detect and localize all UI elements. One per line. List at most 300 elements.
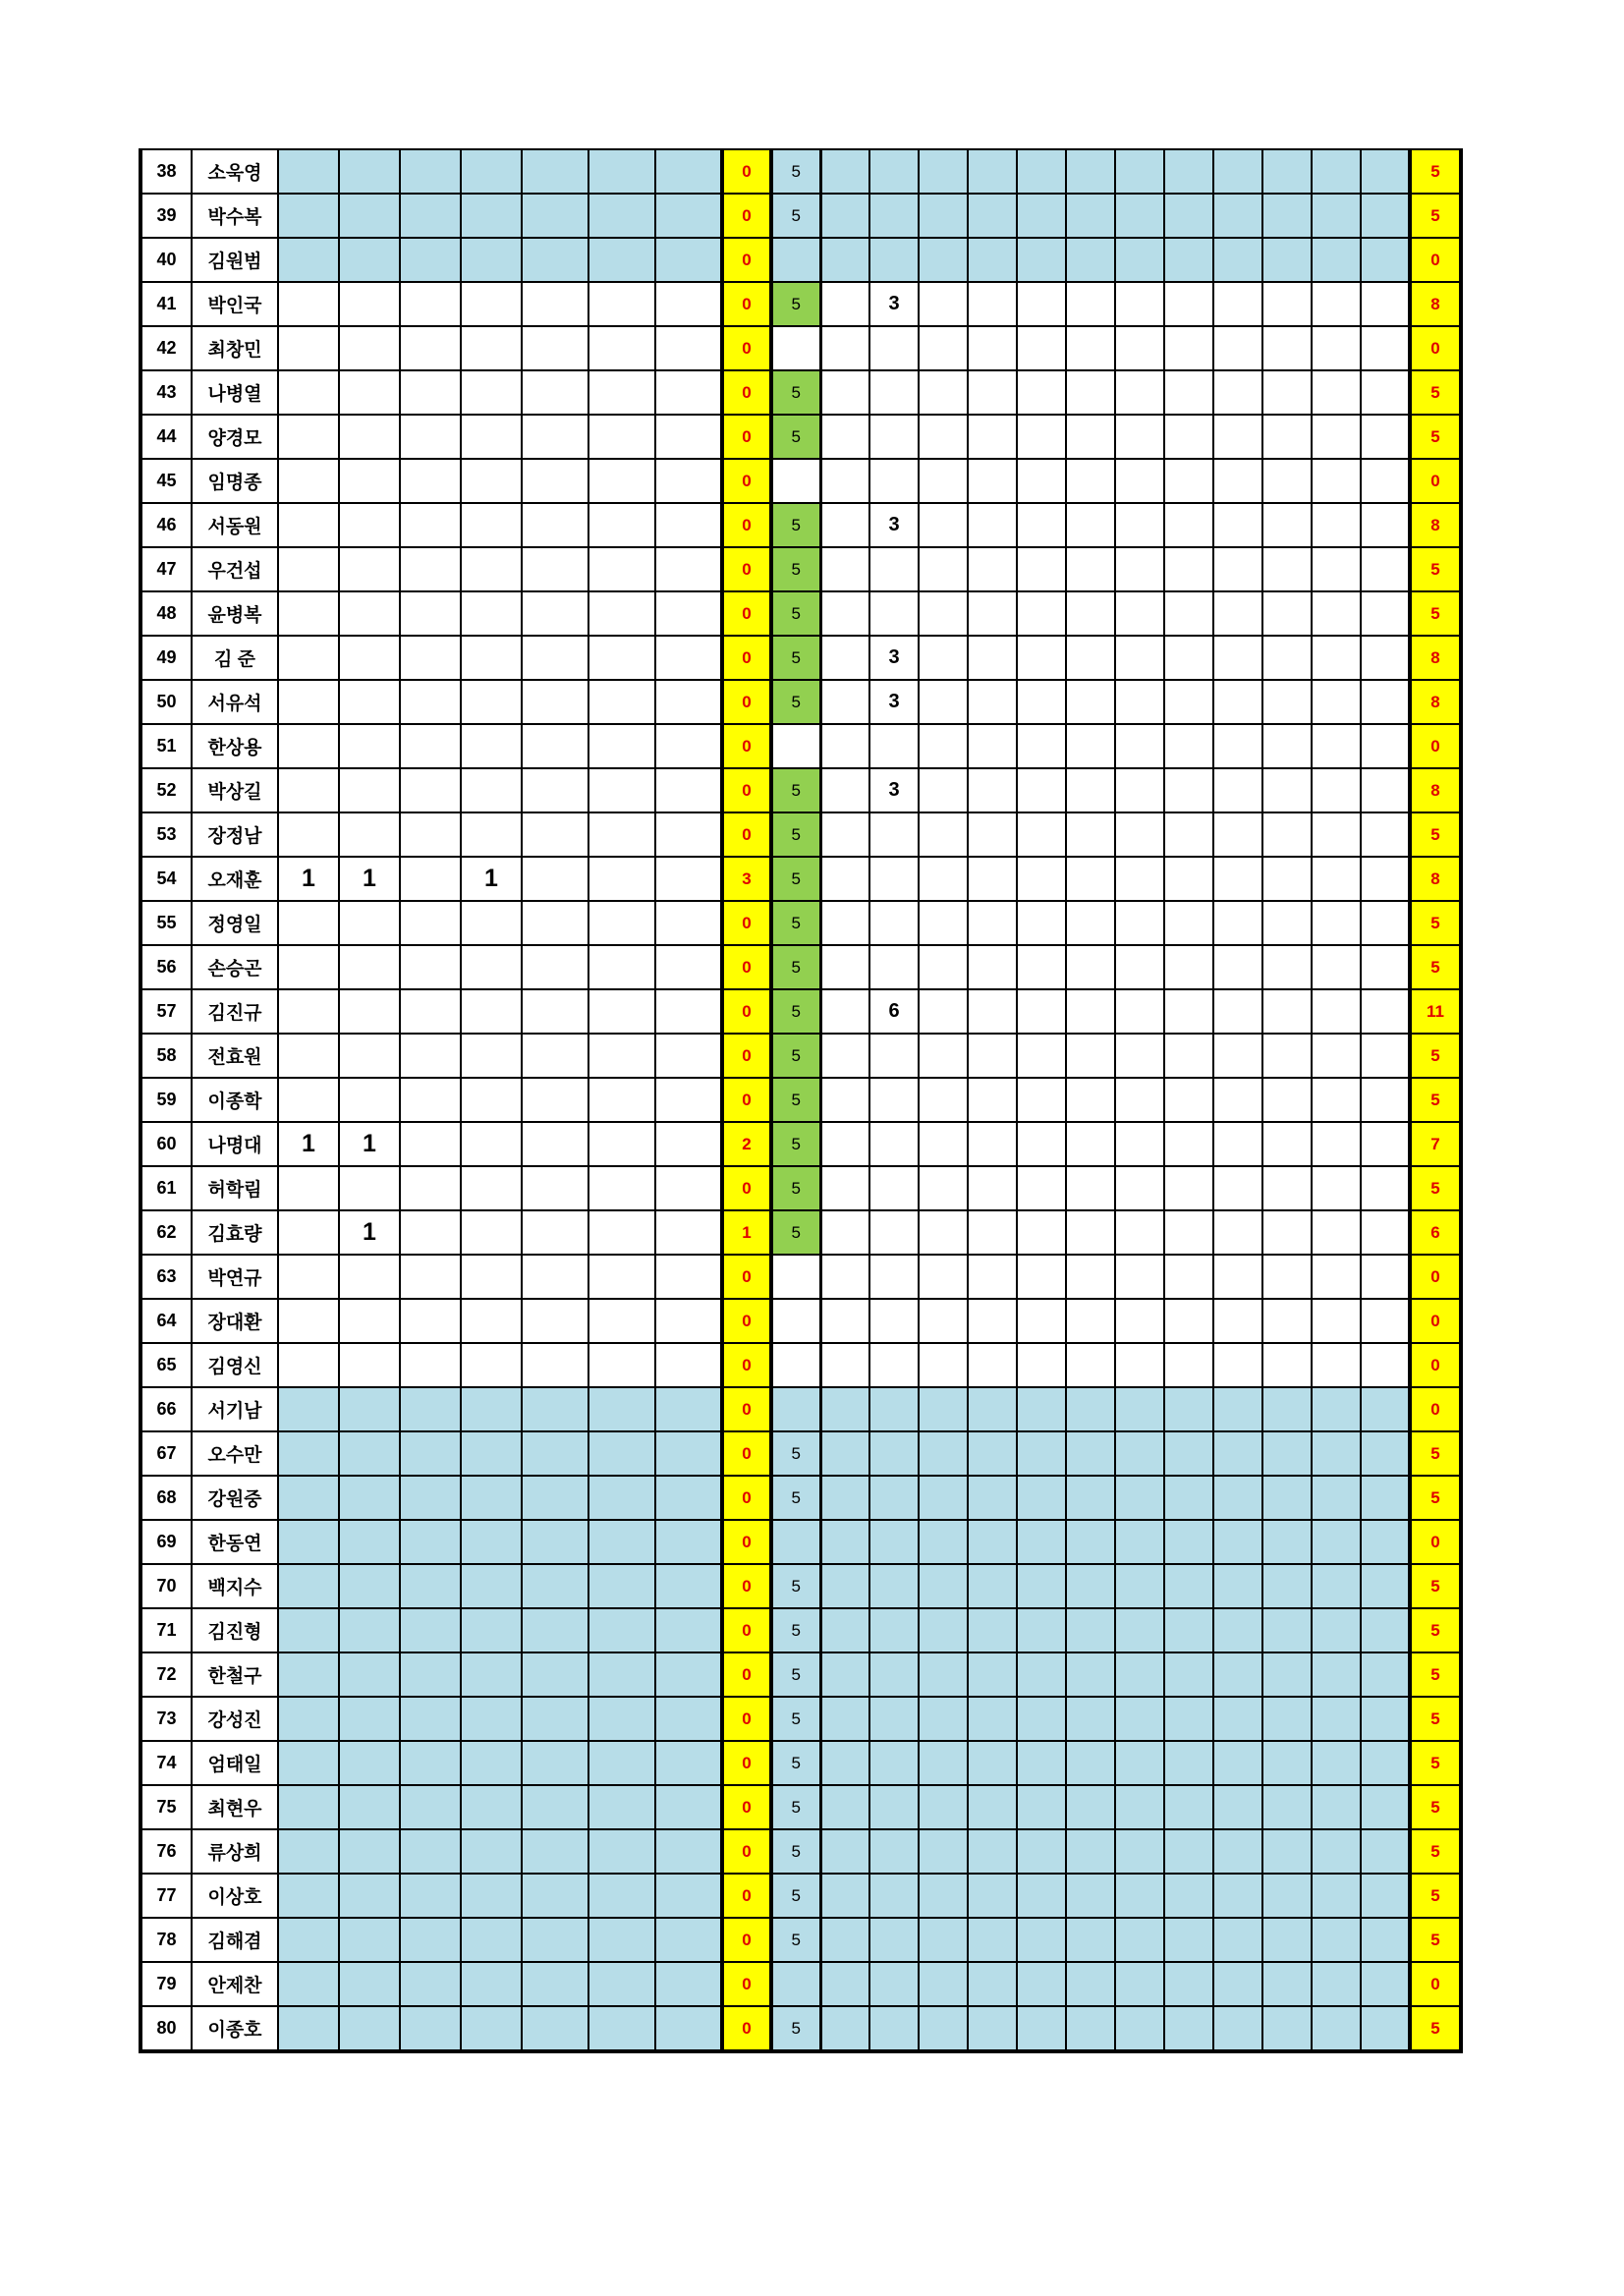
- mark-cell[interactable]: [461, 1874, 522, 1918]
- mark-cell[interactable]: [339, 636, 400, 680]
- point-cell[interactable]: [1262, 2006, 1312, 2051]
- mark-cell[interactable]: [339, 1034, 400, 1078]
- mark-cell[interactable]: [339, 1476, 400, 1520]
- point-cell[interactable]: [1361, 1564, 1410, 1608]
- mark-cell[interactable]: [522, 1874, 588, 1918]
- total-cell[interactable]: 5: [1410, 415, 1461, 459]
- mark-cell[interactable]: [461, 326, 522, 370]
- point-cell[interactable]: [1066, 459, 1115, 503]
- point-cell[interactable]: [1361, 1608, 1410, 1652]
- subtotal-cell[interactable]: 0: [722, 2006, 771, 2051]
- point-cell[interactable]: [1213, 1962, 1262, 2006]
- point-cell[interactable]: [820, 1122, 869, 1166]
- point-cell[interactable]: [1164, 901, 1213, 945]
- total-cell[interactable]: 5: [1410, 194, 1461, 238]
- attendance-cell[interactable]: 5: [771, 1564, 820, 1608]
- mark-cell[interactable]: [522, 636, 588, 680]
- mark-cell[interactable]: [655, 370, 722, 415]
- point-cell[interactable]: [919, 1122, 968, 1166]
- point-cell[interactable]: [820, 1210, 869, 1255]
- point-cell[interactable]: [1066, 945, 1115, 989]
- mark-cell[interactable]: [461, 459, 522, 503]
- point-cell[interactable]: [1213, 1387, 1262, 1431]
- point-cell[interactable]: [1312, 1476, 1361, 1520]
- point-cell[interactable]: [1213, 1785, 1262, 1829]
- mark-cell[interactable]: [339, 1387, 400, 1431]
- point-cell[interactable]: [1017, 2006, 1066, 2051]
- point-cell[interactable]: [1213, 149, 1262, 194]
- subtotal-cell[interactable]: 1: [722, 1210, 771, 1255]
- mark-cell[interactable]: [461, 282, 522, 326]
- mark-cell[interactable]: [400, 724, 461, 768]
- mark-cell[interactable]: [655, 415, 722, 459]
- point-cell[interactable]: [1164, 194, 1213, 238]
- mark-cell[interactable]: [461, 812, 522, 857]
- total-cell[interactable]: 0: [1410, 238, 1461, 282]
- mark-cell[interactable]: [588, 1343, 655, 1387]
- mark-cell[interactable]: [400, 1078, 461, 1122]
- mark-cell[interactable]: [655, 149, 722, 194]
- point-cell[interactable]: [1312, 1697, 1361, 1741]
- mark-cell[interactable]: [400, 1122, 461, 1166]
- point-cell[interactable]: [919, 1697, 968, 1741]
- mark-cell[interactable]: [461, 1078, 522, 1122]
- point-cell[interactable]: [820, 459, 869, 503]
- attendance-cell[interactable]: 5: [771, 370, 820, 415]
- point-cell[interactable]: [1164, 547, 1213, 591]
- point-cell[interactable]: [1164, 149, 1213, 194]
- subtotal-cell[interactable]: 0: [722, 238, 771, 282]
- mark-cell[interactable]: [400, 282, 461, 326]
- point-cell[interactable]: [1017, 415, 1066, 459]
- point-cell[interactable]: [820, 857, 869, 901]
- point-cell[interactable]: [869, 1299, 919, 1343]
- subtotal-cell[interactable]: 0: [722, 1608, 771, 1652]
- mark-cell[interactable]: [655, 724, 722, 768]
- point-cell[interactable]: [968, 194, 1017, 238]
- attendance-cell[interactable]: [771, 1520, 820, 1564]
- mark-cell[interactable]: [655, 1387, 722, 1431]
- mark-cell[interactable]: 1: [339, 857, 400, 901]
- mark-cell[interactable]: [400, 149, 461, 194]
- point-cell[interactable]: [1312, 326, 1361, 370]
- mark-cell[interactable]: [278, 812, 339, 857]
- point-cell[interactable]: [1017, 1299, 1066, 1343]
- mark-cell[interactable]: [400, 238, 461, 282]
- point-cell[interactable]: [1164, 1741, 1213, 1785]
- point-cell[interactable]: [1262, 1564, 1312, 1608]
- mark-cell[interactable]: [400, 1166, 461, 1210]
- subtotal-cell[interactable]: 0: [722, 459, 771, 503]
- mark-cell[interactable]: [588, 1299, 655, 1343]
- point-cell[interactable]: [1017, 1520, 1066, 1564]
- mark-cell[interactable]: [278, 1918, 339, 1962]
- point-cell[interactable]: [1017, 1918, 1066, 1962]
- mark-cell[interactable]: [588, 149, 655, 194]
- point-cell[interactable]: [1312, 1785, 1361, 1829]
- point-cell[interactable]: [1262, 1122, 1312, 1166]
- point-cell[interactable]: [919, 326, 968, 370]
- point-cell[interactable]: [1312, 901, 1361, 945]
- mark-cell[interactable]: [339, 768, 400, 812]
- mark-cell[interactable]: [339, 1962, 400, 2006]
- point-cell[interactable]: [1164, 1166, 1213, 1210]
- point-cell[interactable]: [869, 459, 919, 503]
- point-cell[interactable]: [820, 1166, 869, 1210]
- mark-cell[interactable]: [522, 989, 588, 1034]
- mark-cell[interactable]: [461, 149, 522, 194]
- point-cell[interactable]: [1066, 1122, 1115, 1166]
- mark-cell[interactable]: [655, 989, 722, 1034]
- mark-cell[interactable]: [522, 1343, 588, 1387]
- point-cell[interactable]: [1017, 1034, 1066, 1078]
- total-cell[interactable]: 8: [1410, 636, 1461, 680]
- point-cell[interactable]: [1262, 1697, 1312, 1741]
- point-cell[interactable]: [1115, 547, 1164, 591]
- point-cell[interactable]: [1312, 768, 1361, 812]
- point-cell[interactable]: [1361, 547, 1410, 591]
- point-cell[interactable]: [869, 591, 919, 636]
- point-cell[interactable]: [1312, 636, 1361, 680]
- attendance-cell[interactable]: 5: [771, 1652, 820, 1697]
- subtotal-cell[interactable]: 0: [722, 1299, 771, 1343]
- mark-cell[interactable]: [339, 1255, 400, 1299]
- point-cell[interactable]: [1361, 238, 1410, 282]
- point-cell[interactable]: [820, 1785, 869, 1829]
- point-cell[interactable]: [820, 1034, 869, 1078]
- mark-cell[interactable]: [588, 1387, 655, 1431]
- mark-cell[interactable]: [278, 1299, 339, 1343]
- mark-cell[interactable]: [339, 1431, 400, 1476]
- point-cell[interactable]: [1017, 591, 1066, 636]
- point-cell[interactable]: [869, 370, 919, 415]
- mark-cell[interactable]: [522, 1255, 588, 1299]
- point-cell[interactable]: [1115, 857, 1164, 901]
- total-cell[interactable]: 8: [1410, 768, 1461, 812]
- point-cell[interactable]: [1361, 901, 1410, 945]
- point-cell[interactable]: [869, 1874, 919, 1918]
- mark-cell[interactable]: [588, 1652, 655, 1697]
- point-cell[interactable]: [869, 857, 919, 901]
- point-cell[interactable]: [1262, 857, 1312, 901]
- point-cell[interactable]: [869, 945, 919, 989]
- point-cell[interactable]: [1262, 1431, 1312, 1476]
- attendance-cell[interactable]: [771, 459, 820, 503]
- point-cell[interactable]: [919, 989, 968, 1034]
- point-cell[interactable]: [1017, 680, 1066, 724]
- point-cell[interactable]: [1312, 1034, 1361, 1078]
- point-cell[interactable]: [1262, 945, 1312, 989]
- attendance-cell[interactable]: [771, 724, 820, 768]
- point-cell[interactable]: [820, 547, 869, 591]
- point-cell[interactable]: [1262, 503, 1312, 547]
- point-cell[interactable]: [820, 1962, 869, 2006]
- subtotal-cell[interactable]: 0: [722, 636, 771, 680]
- point-cell[interactable]: [1213, 724, 1262, 768]
- attendance-cell[interactable]: 5: [771, 1078, 820, 1122]
- point-cell[interactable]: [1262, 901, 1312, 945]
- mark-cell[interactable]: [588, 1874, 655, 1918]
- point-cell[interactable]: [1213, 547, 1262, 591]
- point-cell[interactable]: [1361, 1697, 1410, 1741]
- point-cell[interactable]: [1361, 1652, 1410, 1697]
- point-cell[interactable]: [1164, 1210, 1213, 1255]
- mark-cell[interactable]: [522, 680, 588, 724]
- point-cell[interactable]: [1164, 282, 1213, 326]
- mark-cell[interactable]: [278, 680, 339, 724]
- mark-cell[interactable]: [522, 812, 588, 857]
- point-cell[interactable]: [919, 1343, 968, 1387]
- point-cell[interactable]: [968, 1564, 1017, 1608]
- point-cell[interactable]: [968, 238, 1017, 282]
- subtotal-cell[interactable]: 0: [722, 1431, 771, 1476]
- mark-cell[interactable]: [400, 1652, 461, 1697]
- mark-cell[interactable]: [588, 1785, 655, 1829]
- attendance-cell[interactable]: 5: [771, 1431, 820, 1476]
- point-cell[interactable]: [1361, 1962, 1410, 2006]
- mark-cell[interactable]: [655, 459, 722, 503]
- point-cell[interactable]: [820, 194, 869, 238]
- mark-cell[interactable]: [461, 1785, 522, 1829]
- point-cell[interactable]: [1017, 1387, 1066, 1431]
- mark-cell[interactable]: [400, 1741, 461, 1785]
- attendance-cell[interactable]: 5: [771, 1874, 820, 1918]
- mark-cell[interactable]: [655, 1034, 722, 1078]
- point-cell[interactable]: [1262, 768, 1312, 812]
- point-cell[interactable]: [1262, 149, 1312, 194]
- mark-cell[interactable]: [400, 2006, 461, 2051]
- point-cell[interactable]: [869, 1564, 919, 1608]
- point-cell[interactable]: [1115, 1078, 1164, 1122]
- point-cell[interactable]: [1262, 1343, 1312, 1387]
- point-cell[interactable]: [869, 1387, 919, 1431]
- point-cell[interactable]: [869, 1829, 919, 1874]
- point-cell[interactable]: [820, 724, 869, 768]
- mark-cell[interactable]: [339, 1166, 400, 1210]
- subtotal-cell[interactable]: 3: [722, 857, 771, 901]
- point-cell[interactable]: [1164, 1652, 1213, 1697]
- point-cell[interactable]: [968, 680, 1017, 724]
- attendance-cell[interactable]: 5: [771, 149, 820, 194]
- mark-cell[interactable]: [339, 724, 400, 768]
- point-cell[interactable]: 3: [869, 503, 919, 547]
- point-cell[interactable]: [820, 1078, 869, 1122]
- mark-cell[interactable]: [655, 503, 722, 547]
- attendance-cell[interactable]: 5: [771, 1166, 820, 1210]
- point-cell[interactable]: [1312, 1078, 1361, 1122]
- mark-cell[interactable]: [655, 1741, 722, 1785]
- point-cell[interactable]: [1115, 1122, 1164, 1166]
- mark-cell[interactable]: [400, 1431, 461, 1476]
- mark-cell[interactable]: [655, 282, 722, 326]
- subtotal-cell[interactable]: 0: [722, 1034, 771, 1078]
- point-cell[interactable]: 3: [869, 282, 919, 326]
- mark-cell[interactable]: [461, 1299, 522, 1343]
- point-cell[interactable]: [1017, 1564, 1066, 1608]
- subtotal-cell[interactable]: 0: [722, 680, 771, 724]
- subtotal-cell[interactable]: 0: [722, 989, 771, 1034]
- mark-cell[interactable]: [655, 1343, 722, 1387]
- mark-cell[interactable]: [588, 326, 655, 370]
- mark-cell[interactable]: [339, 1564, 400, 1608]
- point-cell[interactable]: [1017, 1874, 1066, 1918]
- point-cell[interactable]: [968, 1343, 1017, 1387]
- subtotal-cell[interactable]: 0: [722, 1078, 771, 1122]
- point-cell[interactable]: [968, 1166, 1017, 1210]
- point-cell[interactable]: [1017, 547, 1066, 591]
- point-cell[interactable]: [1164, 1520, 1213, 1564]
- mark-cell[interactable]: [588, 724, 655, 768]
- point-cell[interactable]: [820, 901, 869, 945]
- point-cell[interactable]: [1017, 1476, 1066, 1520]
- point-cell[interactable]: [968, 2006, 1017, 2051]
- point-cell[interactable]: [1361, 591, 1410, 636]
- mark-cell[interactable]: [522, 724, 588, 768]
- mark-cell[interactable]: [339, 1829, 400, 1874]
- mark-cell[interactable]: [522, 1741, 588, 1785]
- mark-cell[interactable]: [522, 1078, 588, 1122]
- mark-cell[interactable]: [655, 1874, 722, 1918]
- point-cell[interactable]: [1017, 1166, 1066, 1210]
- mark-cell[interactable]: [400, 547, 461, 591]
- point-cell[interactable]: [919, 370, 968, 415]
- mark-cell[interactable]: [278, 1874, 339, 1918]
- point-cell[interactable]: [1017, 459, 1066, 503]
- total-cell[interactable]: 5: [1410, 1741, 1461, 1785]
- point-cell[interactable]: [919, 812, 968, 857]
- subtotal-cell[interactable]: 0: [722, 768, 771, 812]
- attendance-cell[interactable]: 5: [771, 415, 820, 459]
- subtotal-cell[interactable]: 2: [722, 1122, 771, 1166]
- point-cell[interactable]: [1017, 326, 1066, 370]
- point-cell[interactable]: [1361, 1210, 1410, 1255]
- point-cell[interactable]: [1262, 1785, 1312, 1829]
- mark-cell[interactable]: [522, 591, 588, 636]
- point-cell[interactable]: [869, 1210, 919, 1255]
- point-cell[interactable]: [1115, 1166, 1164, 1210]
- mark-cell[interactable]: [339, 1520, 400, 1564]
- point-cell[interactable]: [1115, 1608, 1164, 1652]
- mark-cell[interactable]: [588, 1918, 655, 1962]
- mark-cell[interactable]: [339, 945, 400, 989]
- point-cell[interactable]: [919, 1652, 968, 1697]
- point-cell[interactable]: [1312, 680, 1361, 724]
- point-cell[interactable]: [1017, 194, 1066, 238]
- point-cell[interactable]: [1361, 1874, 1410, 1918]
- mark-cell[interactable]: [278, 415, 339, 459]
- point-cell[interactable]: [1361, 945, 1410, 989]
- mark-cell[interactable]: [522, 1034, 588, 1078]
- point-cell[interactable]: [1361, 326, 1410, 370]
- point-cell[interactable]: [1017, 1078, 1066, 1122]
- point-cell[interactable]: [1213, 1608, 1262, 1652]
- point-cell[interactable]: [820, 1431, 869, 1476]
- total-cell[interactable]: 5: [1410, 1078, 1461, 1122]
- point-cell[interactable]: [919, 1255, 968, 1299]
- total-cell[interactable]: 0: [1410, 1520, 1461, 1564]
- point-cell[interactable]: [968, 901, 1017, 945]
- point-cell[interactable]: [1361, 1166, 1410, 1210]
- mark-cell[interactable]: [400, 1785, 461, 1829]
- total-cell[interactable]: 0: [1410, 459, 1461, 503]
- mark-cell[interactable]: [588, 1255, 655, 1299]
- point-cell[interactable]: [1115, 1918, 1164, 1962]
- total-cell[interactable]: 7: [1410, 1122, 1461, 1166]
- point-cell[interactable]: [919, 547, 968, 591]
- point-cell[interactable]: [1115, 1343, 1164, 1387]
- point-cell[interactable]: [1017, 989, 1066, 1034]
- point-cell[interactable]: [1066, 1255, 1115, 1299]
- point-cell[interactable]: [820, 768, 869, 812]
- point-cell[interactable]: [820, 1697, 869, 1741]
- mark-cell[interactable]: [461, 2006, 522, 2051]
- mark-cell[interactable]: [588, 680, 655, 724]
- point-cell[interactable]: [1115, 503, 1164, 547]
- mark-cell[interactable]: [655, 1608, 722, 1652]
- point-cell[interactable]: [1262, 1166, 1312, 1210]
- mark-cell[interactable]: [655, 1078, 722, 1122]
- total-cell[interactable]: 11: [1410, 989, 1461, 1034]
- point-cell[interactable]: [1262, 812, 1312, 857]
- mark-cell[interactable]: [461, 1210, 522, 1255]
- point-cell[interactable]: [1164, 1697, 1213, 1741]
- attendance-cell[interactable]: [771, 1962, 820, 2006]
- point-cell[interactable]: [820, 1387, 869, 1431]
- point-cell[interactable]: [820, 503, 869, 547]
- point-cell[interactable]: [1115, 812, 1164, 857]
- point-cell[interactable]: [1164, 1343, 1213, 1387]
- point-cell[interactable]: [1262, 1962, 1312, 2006]
- mark-cell[interactable]: [588, 1697, 655, 1741]
- point-cell[interactable]: [1312, 370, 1361, 415]
- total-cell[interactable]: 0: [1410, 1387, 1461, 1431]
- point-cell[interactable]: [1312, 238, 1361, 282]
- mark-cell[interactable]: [278, 149, 339, 194]
- point-cell[interactable]: 3: [869, 680, 919, 724]
- point-cell[interactable]: [1066, 1034, 1115, 1078]
- mark-cell[interactable]: [400, 857, 461, 901]
- mark-cell[interactable]: [339, 1652, 400, 1697]
- point-cell[interactable]: [1361, 1299, 1410, 1343]
- attendance-cell[interactable]: 5: [771, 282, 820, 326]
- subtotal-cell[interactable]: 0: [722, 1255, 771, 1299]
- point-cell[interactable]: [1312, 1431, 1361, 1476]
- total-cell[interactable]: 5: [1410, 1431, 1461, 1476]
- point-cell[interactable]: [1164, 945, 1213, 989]
- point-cell[interactable]: [919, 901, 968, 945]
- point-cell[interactable]: [820, 1343, 869, 1387]
- total-cell[interactable]: 5: [1410, 2006, 1461, 2051]
- point-cell[interactable]: [968, 1255, 1017, 1299]
- point-cell[interactable]: [1017, 1962, 1066, 2006]
- point-cell[interactable]: [1361, 282, 1410, 326]
- subtotal-cell[interactable]: 0: [722, 1829, 771, 1874]
- point-cell[interactable]: [1017, 1255, 1066, 1299]
- mark-cell[interactable]: [461, 370, 522, 415]
- point-cell[interactable]: [1115, 636, 1164, 680]
- point-cell[interactable]: [968, 724, 1017, 768]
- point-cell[interactable]: [1066, 812, 1115, 857]
- mark-cell[interactable]: [400, 194, 461, 238]
- point-cell[interactable]: [820, 238, 869, 282]
- mark-cell[interactable]: [400, 1387, 461, 1431]
- point-cell[interactable]: [1066, 1476, 1115, 1520]
- total-cell[interactable]: 8: [1410, 680, 1461, 724]
- total-cell[interactable]: 5: [1410, 1829, 1461, 1874]
- mark-cell[interactable]: [655, 1829, 722, 1874]
- mark-cell[interactable]: [400, 768, 461, 812]
- point-cell[interactable]: [919, 1741, 968, 1785]
